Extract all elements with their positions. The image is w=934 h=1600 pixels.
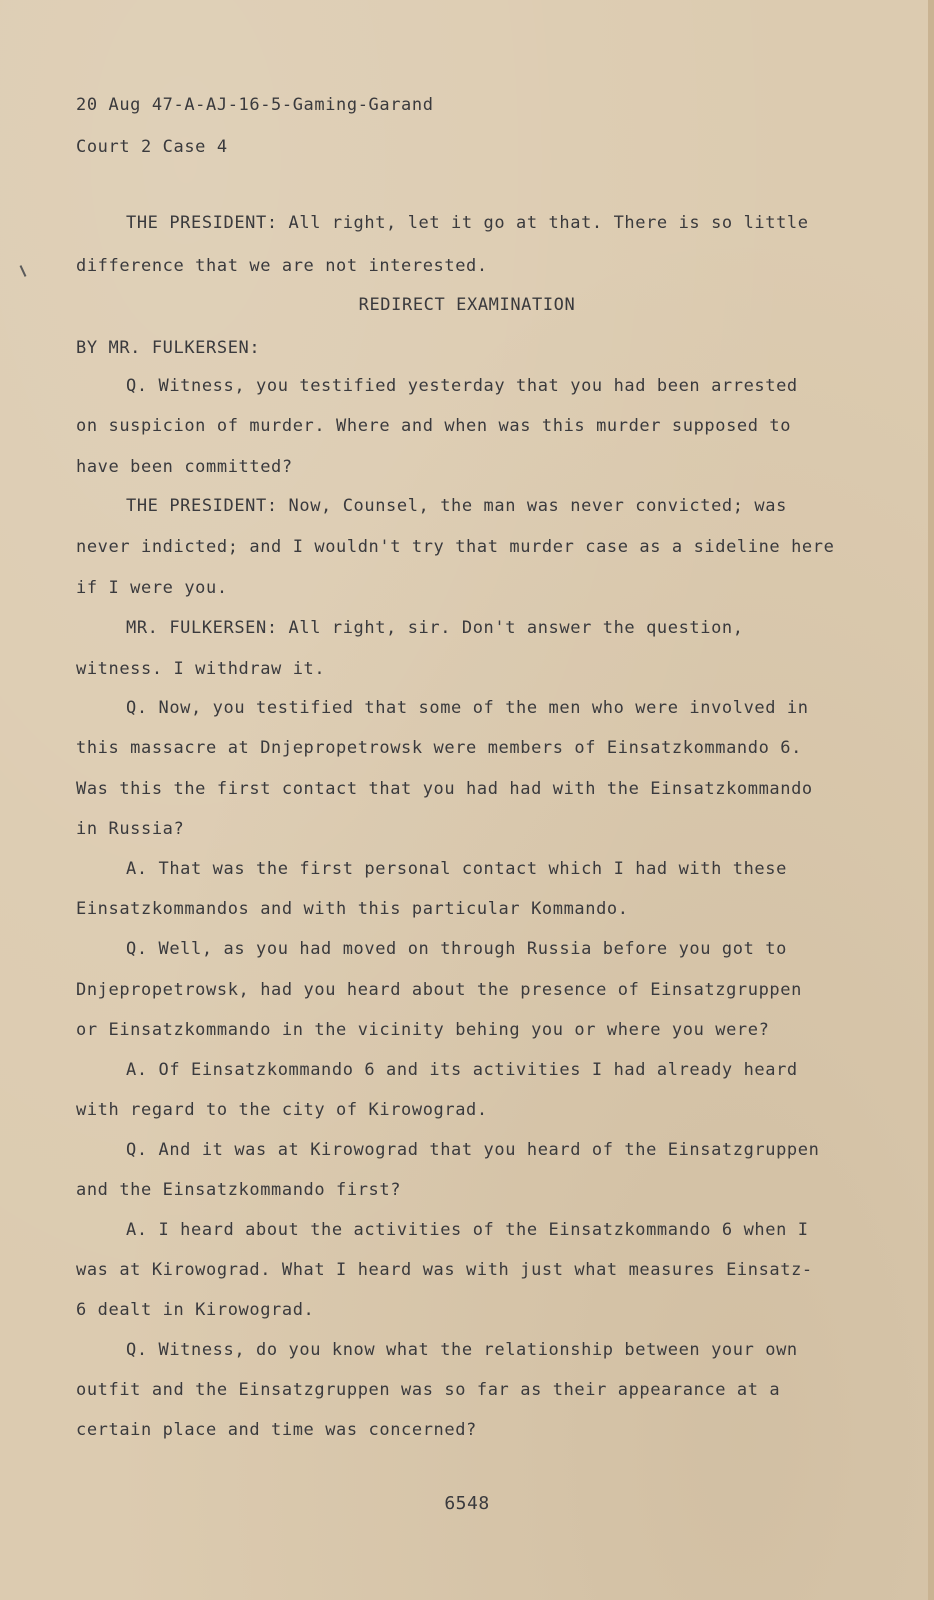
text-line: Was this the first contact that you had had with the Einsatzkommando bbox=[76, 779, 813, 799]
text-line: and the Einsatzkommando first? bbox=[76, 1180, 402, 1200]
text-line: Dnjepropetrowsk, had you heard about the presence of Einsatzgruppen bbox=[76, 980, 802, 1000]
text-line: Q. Witness, you testified yesterday that you had been arrested bbox=[126, 376, 798, 396]
text-line: in Russia? bbox=[76, 819, 185, 839]
text-line: certain place and time was concerned? bbox=[76, 1420, 477, 1440]
text-line: if I were you. bbox=[76, 578, 228, 598]
text-line: outfit and the Einsatzgruppen was so far as their appearance at a bbox=[76, 1380, 781, 1400]
text-line: was at Kirowograd. What I heard was with just what measures Einsatz- bbox=[76, 1260, 813, 1280]
text-line: 6 dealt in Kirowograd. bbox=[76, 1300, 315, 1320]
text-line: Q. Now, you testified that some of the men who were involved in bbox=[126, 698, 809, 718]
text-line: THE PRESIDENT: All right, let it go at that. There is so little bbox=[126, 213, 809, 233]
document-reference: 20 Aug 47-A-AJ-16-5-Gaming-Garand bbox=[76, 95, 434, 115]
text-line: Q. Witness, do you know what the relationship between your own bbox=[126, 1340, 798, 1360]
text-line: have been committed? bbox=[76, 457, 293, 477]
text-line: never indicted; and I wouldn't try that murder case as a sideline here bbox=[76, 537, 835, 557]
text-line: difference that we are not interested. bbox=[76, 256, 488, 276]
text-line: A. Of Einsatzkommando 6 and its activities I had already heard bbox=[126, 1060, 798, 1080]
section-heading: REDIRECT EXAMINATION bbox=[358, 295, 576, 315]
text-line: with regard to the city of Kirowograd. bbox=[76, 1100, 488, 1120]
text-line: Q. And it was at Kirowograd that you heard of the Einsatzgruppen bbox=[126, 1140, 820, 1160]
page-number: 6548 bbox=[444, 1493, 490, 1514]
court-case-line: Court 2 Case 4 bbox=[76, 137, 228, 157]
text-line: on suspicion of murder. Where and when was this murder supposed to bbox=[76, 416, 792, 436]
text-line: Einsatzkommandos and with this particular Kommando. bbox=[76, 899, 629, 919]
examiner-line: BY MR. FULKERSEN: bbox=[76, 338, 261, 358]
text-line: A. I heard about the activities of the Einsatzkommando 6 when I bbox=[126, 1220, 809, 1240]
text-line: or Einsatzkommando in the vicinity behing you or where you were? bbox=[76, 1020, 770, 1040]
margin-mark bbox=[20, 265, 27, 277]
text-line: Q. Well, as you had moved on through Russia before you got to bbox=[126, 939, 787, 959]
text-line: witness. I withdraw it. bbox=[76, 659, 326, 679]
text-line: MR. FULKERSEN: All right, sir. Don't answer the question, bbox=[126, 618, 744, 638]
text-line: this massacre at Dnjepropetrowsk were members of Einsatzkommando 6. bbox=[76, 738, 802, 758]
text-line: A. That was the first personal contact which I had with these bbox=[126, 859, 787, 879]
text-line: THE PRESIDENT: Now, Counsel, the man was never convicted; was bbox=[126, 496, 787, 516]
